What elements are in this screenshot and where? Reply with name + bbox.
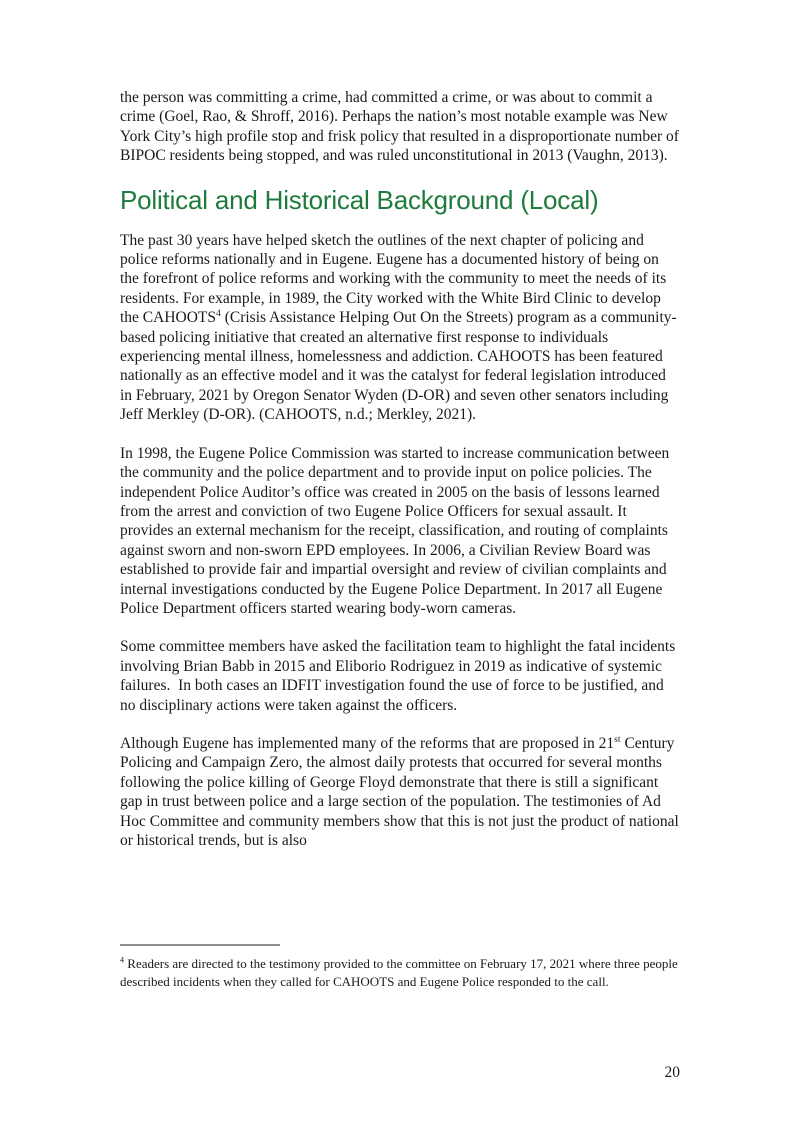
- paragraph-stop-and-frisk: the person was committing a crime, had committed a crime, or was about to commit a crime (Goel, Rao, & Shroff, 2016). Perhaps the nation’s most notable example was New York City’s high profile stop and frisk policy that resulted in a disproportionate number of BIPOC residents being stopped, and was ruled unconstitutional in 2013 (Vaughn, 2013).: [120, 89, 683, 165]
- paragraph-police-commission: In 1998, the Eugene Police Commission was started to increase communication between the community and the police department and to provide input on police policies. The independent Police Auditor’s office was created in 2005 on the basis of lessons learned from the arrest and conviction of two Eugene Police Officers for sexual assault. It provides an external mechanism for the receipt, classification, and routing of complaints against sworn and non-sworn EPD employees. In 2006, a Civilian Review Board was established to provide fair and impartial oversight and review of civilian complaints and internal investigations conducted by the Eugene Police Department. In 2017 all Eugene Police Department officers started wearing body-worn cameras.: [120, 444, 674, 617]
- footnote-text: [120, 955, 680, 990]
- paragraph-cahoots-history: [120, 231, 680, 425]
- paragraph-text: Although Eugene has implemented many of the reforms that are proposed in 21: [120, 734, 615, 752]
- footnote-reference-marker: 4: [216, 308, 221, 320]
- page-content: [120, 88, 683, 869]
- paragraph-text: (Crisis Assistance Helping Out On the Streets) program as a community-based policing initiative that created an alternative first response to individuals experiencing mental illness, homelessness and addiction. CAHOOTS has been featured nationally as an effective model and it was the catalyst for federal legislation introduced in February, 2021 by Oregon Senator Wyden (D-OR) and seven other senators including Jeff Merkley (D-OR). (CAHOOTS, n.d.; Merkley, 2021).: [120, 309, 677, 424]
- paragraph-fatal-incidents: Some committee members have asked the facilitation team to highlight the fatal incidents involving Brian Babb in 2015 and Eliborio Rodriguez in 2019 as indicative of systemic failures. In both cases an IDFIT investigation found the use of force to be justified, and no disciplinary actions were taken against the officers.: [120, 638, 680, 714]
- footnote-number: 4: [120, 955, 125, 965]
- page-number: 20: [664, 1064, 680, 1081]
- footnote-body: Readers are directed to the testimony provided to the committee on February 17, 2021 where three people described incidents when they called for CAHOOTS and Eugene Police responded to the call.: [120, 956, 682, 989]
- paragraph-text: Century Policing and Campaign Zero, the almost daily protests that occurred for several months following the police killing of George Floyd demonstrate that there is still a significant gap in trust between police and a large section of the population. The testimonies of Ad Hoc Committee and community members show that this is not just the product of national or historical trends, but is also: [120, 734, 683, 849]
- footnote-separator-rule: [120, 944, 280, 946]
- footnote-area: [120, 944, 680, 990]
- paragraph-text: The past 30 years have helped sketch the outlines of the next chapter of policing and police reforms nationally and in Eugene. Eugene has a documented history of being on the forefront of police reforms and working with the community to meet the needs of its residents. For example, in 1989, the City worked with the White Bird Clinic to develop the CAHOOTS: [120, 231, 671, 327]
- section-heading: Political and Historical Background (Local): [120, 184, 599, 215]
- paragraph-reforms-trust-gap: [120, 733, 683, 850]
- ordinal-superscript: st: [614, 733, 621, 745]
